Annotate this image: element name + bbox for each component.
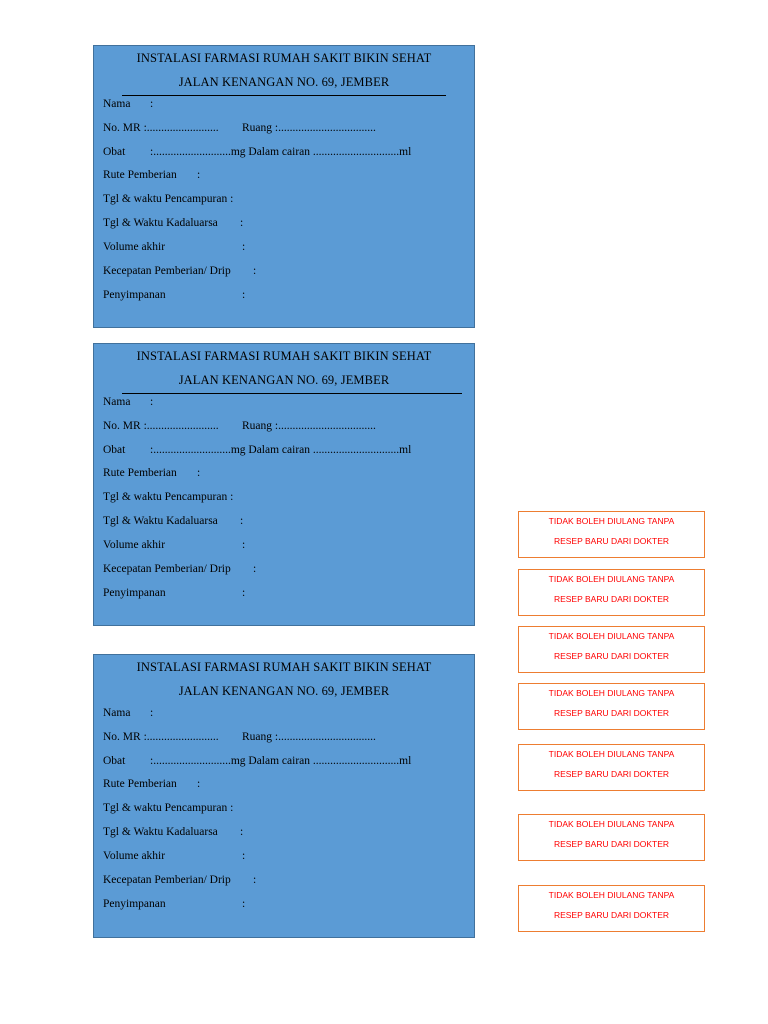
card-header-institution: INSTALASI FARMASI RUMAH SAKIT BIKIN SEHAT xyxy=(136,51,432,65)
field-label: Obat xyxy=(103,755,126,767)
field-label: No. MR :......................... xyxy=(103,731,219,743)
warning-label xyxy=(518,569,705,616)
warning-line1: TIDAK BOLEH DIULANG TANPA xyxy=(548,749,675,759)
warning-line1: TIDAK BOLEH DIULANG TANPA xyxy=(548,574,675,584)
card-header-address: JALAN KENANGAN NO. 69, JEMBER xyxy=(178,373,390,387)
warning-label xyxy=(518,744,705,791)
field-label: Tgl & waktu Pencampuran : xyxy=(103,802,234,814)
field-label: Rute Pemberian xyxy=(103,778,177,790)
field-separator: : xyxy=(150,98,154,110)
field-label: Volume akhir xyxy=(103,850,166,862)
warning-line1: TIDAK BOLEH DIULANG TANPA xyxy=(548,631,675,641)
field-label: Obat xyxy=(103,146,126,158)
field-value: :...........................mg Dalam cairan ..............................ml xyxy=(150,146,412,158)
field-label: Penyimpanan xyxy=(103,587,166,599)
warning-line2: RESEP BARU DARI DOKTER xyxy=(553,769,670,779)
field-separator: : xyxy=(240,515,244,527)
label-card xyxy=(93,343,475,626)
field-separator: : xyxy=(242,289,246,301)
field-separator: : xyxy=(242,539,246,551)
card-header-address: JALAN KENANGAN NO. 69, JEMBER xyxy=(178,684,390,698)
field-label: No. MR :......................... xyxy=(103,122,219,134)
field-label: Volume akhir xyxy=(103,539,166,551)
warning-line2: RESEP BARU DARI DOKTER xyxy=(553,839,670,849)
field-separator: : xyxy=(197,169,201,181)
warning-label xyxy=(518,885,705,932)
field-separator: : xyxy=(242,587,246,599)
field-separator: : xyxy=(150,396,154,408)
field-label: No. MR :......................... xyxy=(103,420,219,432)
field-separator: : xyxy=(253,265,257,277)
field-value: :...........................mg Dalam cairan ..............................ml xyxy=(150,755,412,767)
field-separator: : xyxy=(242,241,246,253)
card-header-institution: INSTALASI FARMASI RUMAH SAKIT BIKIN SEHAT xyxy=(136,349,432,363)
field-separator: : xyxy=(253,563,257,575)
warning-line2: RESEP BARU DARI DOKTER xyxy=(553,536,670,546)
card-header-address: JALAN KENANGAN NO. 69, JEMBER xyxy=(178,75,390,89)
card-header-institution: INSTALASI FARMASI RUMAH SAKIT BIKIN SEHAT xyxy=(136,660,432,674)
field-label: Nama xyxy=(103,707,131,719)
field-label: Nama xyxy=(103,396,131,408)
header-divider xyxy=(122,95,446,96)
field-ruang: Ruang :.................................. xyxy=(242,731,376,743)
warning-label xyxy=(518,683,705,730)
warning-line1: TIDAK BOLEH DIULANG TANPA xyxy=(548,890,675,900)
field-label: Tgl & waktu Pencampuran : xyxy=(103,491,234,503)
label-card xyxy=(93,654,475,938)
field-label: Kecepatan Pemberian/ Drip xyxy=(103,265,231,277)
field-label: Kecepatan Pemberian/ Drip xyxy=(103,874,231,886)
field-label: Tgl & waktu Pencampuran : xyxy=(103,193,234,205)
warning-line1: TIDAK BOLEH DIULANG TANPA xyxy=(548,688,675,698)
field-label: Penyimpanan xyxy=(103,289,166,301)
field-value: :...........................mg Dalam cairan ..............................ml xyxy=(150,444,412,456)
field-label: Rute Pemberian xyxy=(103,467,177,479)
warning-label xyxy=(518,626,705,673)
field-separator: : xyxy=(150,707,154,719)
warning-label xyxy=(518,511,705,558)
field-label: Rute Pemberian xyxy=(103,169,177,181)
warning-line2: RESEP BARU DARI DOKTER xyxy=(553,910,670,920)
label-card xyxy=(93,45,475,328)
field-separator: : xyxy=(242,898,246,910)
field-label: Obat xyxy=(103,444,126,456)
field-separator: : xyxy=(197,467,201,479)
field-label: Kecepatan Pemberian/ Drip xyxy=(103,563,231,575)
field-label: Volume akhir xyxy=(103,241,166,253)
field-label: Tgl & Waktu Kadaluarsa xyxy=(103,217,218,229)
field-ruang: Ruang :.................................. xyxy=(242,122,376,134)
field-separator: : xyxy=(253,874,257,886)
warning-label xyxy=(518,814,705,861)
field-separator: : xyxy=(242,850,246,862)
warning-line1: TIDAK BOLEH DIULANG TANPA xyxy=(548,819,675,829)
field-label: Tgl & Waktu Kadaluarsa xyxy=(103,515,218,527)
warning-line2: RESEP BARU DARI DOKTER xyxy=(553,594,670,604)
field-label: Penyimpanan xyxy=(103,898,166,910)
field-separator: : xyxy=(240,217,244,229)
warning-line1: TIDAK BOLEH DIULANG TANPA xyxy=(548,516,675,526)
field-label: Tgl & Waktu Kadaluarsa xyxy=(103,826,218,838)
field-label: Nama xyxy=(103,98,131,110)
warning-line2: RESEP BARU DARI DOKTER xyxy=(553,651,670,661)
field-separator: : xyxy=(197,778,201,790)
warning-line2: RESEP BARU DARI DOKTER xyxy=(553,708,670,718)
field-ruang: Ruang :.................................. xyxy=(242,420,376,432)
field-separator: : xyxy=(240,826,244,838)
header-divider xyxy=(122,393,462,394)
